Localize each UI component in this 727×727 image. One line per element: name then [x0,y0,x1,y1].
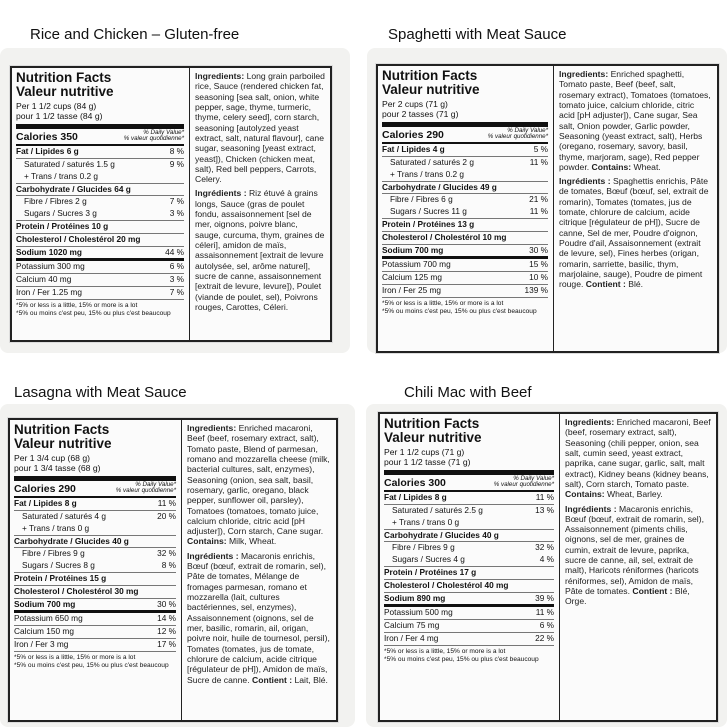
nutrient-row [14,560,176,573]
nutrition-label [8,418,338,722]
nutrient-name: Sodium 1020 mg [16,246,82,257]
daily-value-percent: 11 % [535,492,554,503]
nutrient-name: Potassium 500 mg [384,607,453,618]
nutrient-row [16,221,184,234]
serving-size: Per 2 cups (71 g) pour 2 tasses (71 g) [382,99,459,120]
daily-value-percent: 14 % [157,613,176,624]
nutrient-name: Potassium 650 mg [14,613,83,624]
nutrient-name: + Trans / trans 0.2 g [24,170,99,181]
daily-value-percent: 44 % [165,246,184,257]
nutrient-name: Iron / Fer 3 mg [14,638,69,649]
nutrient-name: Sugars / Sucres 3 g [24,208,97,219]
nutrient-name: Protein / Protéines 13 g [382,218,475,229]
nutrient-name: Potassium 300 mg [16,261,85,272]
nutrient-row [382,232,548,245]
ing-fr-label: Ingrédients : [565,503,617,514]
daily-value-percent [530,581,554,591]
nf-title-en: Nutrition Facts [382,68,478,83]
nutrient-row [384,542,554,554]
nutrient-row [16,247,184,262]
nutrient-row [382,169,548,182]
nutrient-row [14,536,176,549]
nutrient-row [382,157,548,169]
nutrient-name: Iron / Fer 4 mg [384,632,439,643]
daily-value-percent: 7 % [169,196,184,207]
nutrient-row [384,593,554,608]
nutrient-name: Calcium 150 mg [14,626,74,637]
nutrient-name: Fat / Lipides 6 g [16,146,79,157]
daily-value-percent: 20 % [157,511,176,522]
daily-value-percent: 11 % [535,607,554,618]
nutrient-row [384,530,554,543]
nutrient-name: Sodium 890 mg [384,592,446,603]
daily-value-percent: 4 % [539,554,554,565]
daily-value-percent: 15 % [529,259,548,270]
nutrient-row [382,144,548,157]
daily-value-percent: 30 % [529,244,548,255]
product-title: Spaghetti with Meat Sauce [388,26,567,43]
calories-row: Calories 300 % Daily Value* % valeur quotidienne* [384,476,554,493]
daily-value-percent: 139 % [524,284,548,295]
nutrient-row [14,613,176,626]
nutrient-name: Sugars / Sucres 11 g [390,206,467,217]
ingredients-panel [190,68,330,340]
daily-value-percent [152,524,176,534]
nutrient-row [384,517,554,530]
daily-value-percent [160,235,184,245]
nf-title-en: Nutrition Facts [384,416,480,431]
daily-value-percent: 8 % [161,560,176,571]
product-title: Lasagna with Meat Sauce [14,384,187,401]
serving-size: Per 1 3/4 cup (68 g) pour 1 3/4 tasse (68 g) [14,453,101,474]
ing-en: Enriched spaghetti, Tomato paste, Beef (beef, salt, rosemary extract), Tomatoes (tomatoes, tomato juice, calcium chloride, citric acid [pH adjuster]), Cane sugar, Sea salt, Onion powder, Garlic powder, Seasoning (yeast extract, salt), Herbs (oregano, rosemary, savory, basil, thyme, marjoram, sage), Red pepper powder. [559,69,711,172]
contains-en: Wheat, Barley. [607,489,663,500]
ingredients-panel [554,66,717,351]
ing-fr: Macaronis enrichis, Bœuf (bœuf, extrait de romarin, sel), Assaisonnement (piments chilis, oignons, sel de mer, graines de cumin, extrait de levure, paprika, sucre de canne, ail, sel, extrait de malt), Haricots réniformes (haricots réniformes, sel), Amidon de maïs, Pâte de tomates. [565,503,704,596]
nutrient-row [384,554,554,567]
nutrient-name: + Trans / trans 0 g [22,522,90,533]
ing-en: Long grain parboiled rice, Sauce (rendered chicken fat, seasoning [sea salt, onion, white pepper, sage, thyme, turmeric, thyme, celery seed], corn starch, seasoning [autolyzed yeast extract, salt, natural flavour], cane sugar, seasoning [yeast extract, yeast]), Chicken (chicken meat, salt), Red bell peppers, Carrots, Celery. [195,71,325,185]
nf-title-fr: Valeur nutritive [384,430,482,446]
nutrient-name: Fibre / Fibres 9 g [392,542,455,553]
nutrient-row [14,639,176,652]
daily-value-percent: 21 % [529,194,548,205]
calories-row: Calories 350 % Daily Value* % valeur quotidienne* [16,130,184,147]
nutrient-name: Protein / Protéines 10 g [16,220,109,231]
nf-title-fr: Valeur nutritive [16,84,114,100]
daily-value-percent: 10 % [529,272,548,283]
contains-en-label: Contains: [591,161,632,172]
footnote: *5% or less is a little, 15% or more is a lot *5% ou moins c'est peu, 15% ou plus c'est beaucoup [16,301,171,317]
nutrient-row [384,492,554,505]
nutrient-name: Sugars / Sucres 8 g [22,560,95,571]
footnote: *5% or less is a little, 15% or more is a lot *5% ou moins c'est peu, 15% ou plus c'est beaucoup [14,653,169,669]
nutrient-row [384,633,554,646]
daily-value-percent [152,537,176,547]
daily-value-percent [524,220,548,230]
nutrient-name: Fibre / Fibres 9 g [22,548,85,559]
daily-value-percent [530,568,554,578]
contains-fr: Blé, Orge. [565,586,690,607]
nutrient-name: Saturated / saturés 2.5 g [392,505,483,516]
daily-value-percent: 30 % [157,598,176,609]
nutrient-name: Sodium 700 mg [14,598,76,609]
nutrient-row [16,159,184,171]
nutrient-row [384,505,554,517]
contains-fr-label: Contient : [251,674,293,685]
nutrient-name: Iron / Fer 25 mg [382,284,442,295]
nutrition-facts-table [378,66,554,351]
nutrient-name: Fibre / Fibres 2 g [24,196,87,207]
serving-size: Per 1 1/2 cups (71 g) pour 1 1/2 tasse (71 g) [384,447,471,468]
nutrition-label [376,64,719,353]
nutrient-row [16,261,184,274]
nutrient-row [16,184,184,197]
nutrient-row [382,182,548,195]
nutrient-name: Iron / Fer 1.25 mg [16,286,82,297]
nutrient-row [16,287,184,300]
contains-en: Wheat. [633,161,661,172]
nutrition-facts-table [12,68,190,340]
ing-fr: Riz étuvé à grains longs, Sauce (gras de poulet fondu, assaisonnement [sel de mer, oignons, poivre blanc, sauge, curcuma, thym, graines de céleri], amidon de maïs, assaisonnement [extrait de levure autolysée, sel, arôme naturel], sucre de canne, assaisonnement [extrait de levure, levure]), Poulet (viande de poulet, sel), Poivrons rouges, Carottes, Céleri. [195,188,325,312]
nutrient-row [16,274,184,287]
nutrient-name: Sugars / Sucres 4 g [392,554,465,565]
footnote: *5% or less is a little, 15% or more is a lot *5% ou moins c'est peu, 15% ou plus c'est beaucoup [382,299,537,315]
nutrient-name: Saturated / saturés 1.5 g [24,159,115,170]
nutrient-row [16,196,184,208]
nutrient-rows [382,144,548,297]
nutrient-row [16,234,184,247]
daily-value-percent: 9 % [169,159,184,170]
daily-value-percent [152,574,176,584]
contains-fr-label: Contient : [632,586,673,596]
nutrient-name: Saturated / saturés 2 g [390,157,474,168]
nutrient-name: Carbohydrate / Glucides 49 g [382,181,497,192]
calories-row: Calories 290 % Daily Value* % valeur quotidienne* [382,128,548,145]
ing-fr-label: Ingrédients : [559,176,611,187]
ing-en-label: Ingredients: [565,417,615,427]
contains-en: Milk, Wheat. [229,536,277,547]
nf-title-fr: Valeur nutritive [382,82,480,98]
nutrient-rows [16,146,184,299]
daily-value-percent: 39 % [535,592,554,603]
nutrient-row [384,620,554,633]
daily-value-percent: 6 % [169,261,184,272]
nutrient-name: Saturated / saturés 4 g [22,511,106,522]
nf-title-en: Nutrition Facts [16,70,112,85]
nutrient-row [14,626,176,639]
daily-value-percent [160,185,184,195]
daily-value-percent: 11 % [157,498,176,509]
nutrition-label [10,66,332,342]
nutrition-label [378,412,718,722]
contains-en-label: Contains: [187,536,227,547]
nutrient-rows [14,498,176,651]
daily-value-percent: 32 % [157,548,176,559]
nutrient-name: Cholesterol / Cholestérol 40 mg [384,579,509,590]
ingredients-panel [182,420,336,720]
footnote: *5% or less is a little, 15% or more is a lot *5% ou moins c'est peu, 15% ou plus c'est beaucoup [384,647,539,663]
daily-value-percent: 12 % [157,626,176,637]
nutrient-rows [384,492,554,645]
daily-value-percent: 6 % [539,620,554,631]
nutrient-row [382,259,548,272]
nf-title-fr: Valeur nutritive [14,436,112,452]
contains-fr: Lait, Blé. [294,674,328,685]
nutrient-row [382,245,548,260]
daily-value-percent: 22 % [535,632,554,643]
nutrient-name: Cholesterol / Cholestérol 30 mg [14,585,139,596]
daily-value-percent [524,170,548,180]
ing-fr-label: Ingrédients : [187,550,239,561]
ingredients-panel [560,414,716,720]
product-title: Rice and Chicken – Gluten-free [30,26,240,43]
ing-fr: Spaghettis enrichis, Pâte de tomates, Bœuf (bœuf, sel, extrait de romarin), Tomates (tomates, jus de tomate, chlorure de calcium, acide citrique [régulateur de pH]), Sucre de canne, Sel de mer, Poudre d'oignon, Poudre d'ail, Assaisonnement (extrait de levure, sel), Fines herbes (origan, romarin, sarriette, basilic, thym, marjolaine, sauge), Poudre de piment rouge. [559,176,709,290]
nutrient-row [384,567,554,580]
ing-fr: Macaronis enrichis, Bœuf (bœuf, extrait de romarin, sel), Pâte de tomates, Mélange de fromages parmesan, romano et mozzarella (lait, cultures bactériennes, sel, enzymes), Assaisonnement (oignons, sel de mer, basilic, romarin, ail, origan, poivre noir, huile de tournesol, persil), Tomates (tomates, jus de tomate, chlorure de calcium, acide citrique [régulateur de pH]), Amidon de maïs, Sucre de canne. [187,550,330,685]
nutrient-name: Potassium 700 mg [382,259,451,270]
ing-en-label: Ingredients: [195,71,245,81]
ing-en-label: Ingredients: [559,69,609,79]
nutrient-row [382,194,548,206]
nutrient-name: Carbohydrate / Glucides 40 g [14,535,129,546]
nutrient-name: Calcium 40 mg [16,274,72,285]
nutrient-row [382,219,548,232]
nutrition-facts-table [10,420,182,720]
nutrient-row [14,586,176,599]
nutrient-row [382,285,548,298]
nutrient-name: Cholesterol / Cholestérol 20 mg [16,233,141,244]
nutrient-name: Fat / Lipides 4 g [382,144,445,155]
nutrient-name: Carbohydrate / Glucides 64 g [16,183,131,194]
daily-value-percent: 3 % [169,274,184,285]
ing-en-label: Ingredients: [187,423,237,433]
nutrient-name: + Trans / trans 0.2 g [390,168,465,179]
product-title: Chili Mac with Beef [404,384,532,401]
nutrient-row [14,523,176,536]
nutrition-facts-table [380,414,560,720]
daily-value-percent [530,531,554,541]
nutrient-row [14,548,176,560]
nutrient-name: Fat / Lipides 8 g [384,492,447,503]
contains-fr: Blé. [628,279,644,290]
nutrient-name: Fibre / Fibres 6 g [390,194,453,205]
daily-value-percent: 13 % [535,505,554,516]
nutrient-row [382,272,548,285]
contains-en-label: Contains: [565,489,605,500]
nutrient-row [14,573,176,586]
nutrient-name: Calcium 75 mg [384,620,440,631]
daily-value-percent [160,222,184,232]
nutrient-name: Protein / Protéines 17 g [384,566,477,577]
nutrient-row [14,599,176,614]
nutrient-name: Cholesterol / Cholestérol 10 mg [382,231,507,242]
nutrient-row [16,208,184,221]
daily-value-percent: 11 % [529,206,548,217]
ing-en: Enriched macaroni, Beef (beef, rosemary extract, salt), Seasoning (chili pepper, onion, sea salt, cumin seed, yeast extract, paprika, cane sugar, garlic, salt, malt extract), Kidney beans (kidney beans, salt), Corn starch, Tomato paste. [565,417,711,489]
nutrient-row [384,580,554,593]
daily-value-percent: 17 % [157,638,176,649]
ing-fr-label: Ingrédients : [195,188,247,199]
daily-value-percent: 8 % [169,146,184,157]
daily-value-percent [524,183,548,193]
nutrient-name: + Trans / trans 0 g [392,516,460,527]
nutrient-row [14,511,176,523]
nf-title-en: Nutrition Facts [14,422,110,437]
nutrient-row [14,498,176,511]
nutrient-name: Carbohydrate / Glucides 40 g [384,529,499,540]
contains-fr-label: Contient : [585,279,626,290]
nutrient-row [384,607,554,620]
daily-value-percent [152,587,176,597]
ing-en: Enriched macaroni, Beef (beef, rosemary extract, salt), Tomato paste, Blend of parmesan, romano and mozzarella cheese (milk, bacterial cultures, salt, enzymes), Seasoning (onion, sea salt, basil, rosemary, garlic, oregano, black pepper, sunflower oil, parsley), Tomatoes (tomatoes, tomato juice, calcium chloride, citric acid [pH adjuster]), Corn starch, Cane sugar. [187,423,330,537]
nutrient-row [382,206,548,219]
nutrient-name: Calcium 125 mg [382,272,442,283]
daily-value-percent [524,233,548,243]
nutrient-row [16,146,184,159]
daily-value-percent: 3 % [169,208,184,219]
daily-value-percent: 11 % [529,157,548,168]
serving-size: Per 1 1/2 cups (84 g) pour 1 1/2 tasse (84 g) [16,101,103,122]
daily-value-percent: 5 % [533,144,548,155]
nutrient-name: Fat / Lipides 8 g [14,498,77,509]
daily-value-percent [530,518,554,528]
nutrient-name: Protein / Protéines 15 g [14,572,107,583]
daily-value-percent [160,172,184,182]
nutrient-row [16,171,184,184]
daily-value-percent: 32 % [535,542,554,553]
calories-row: Calories 290 % Daily Value* % valeur quotidienne* [14,482,176,499]
daily-value-percent: 7 % [169,286,184,297]
nutrient-name: Sodium 700 mg [382,244,444,255]
